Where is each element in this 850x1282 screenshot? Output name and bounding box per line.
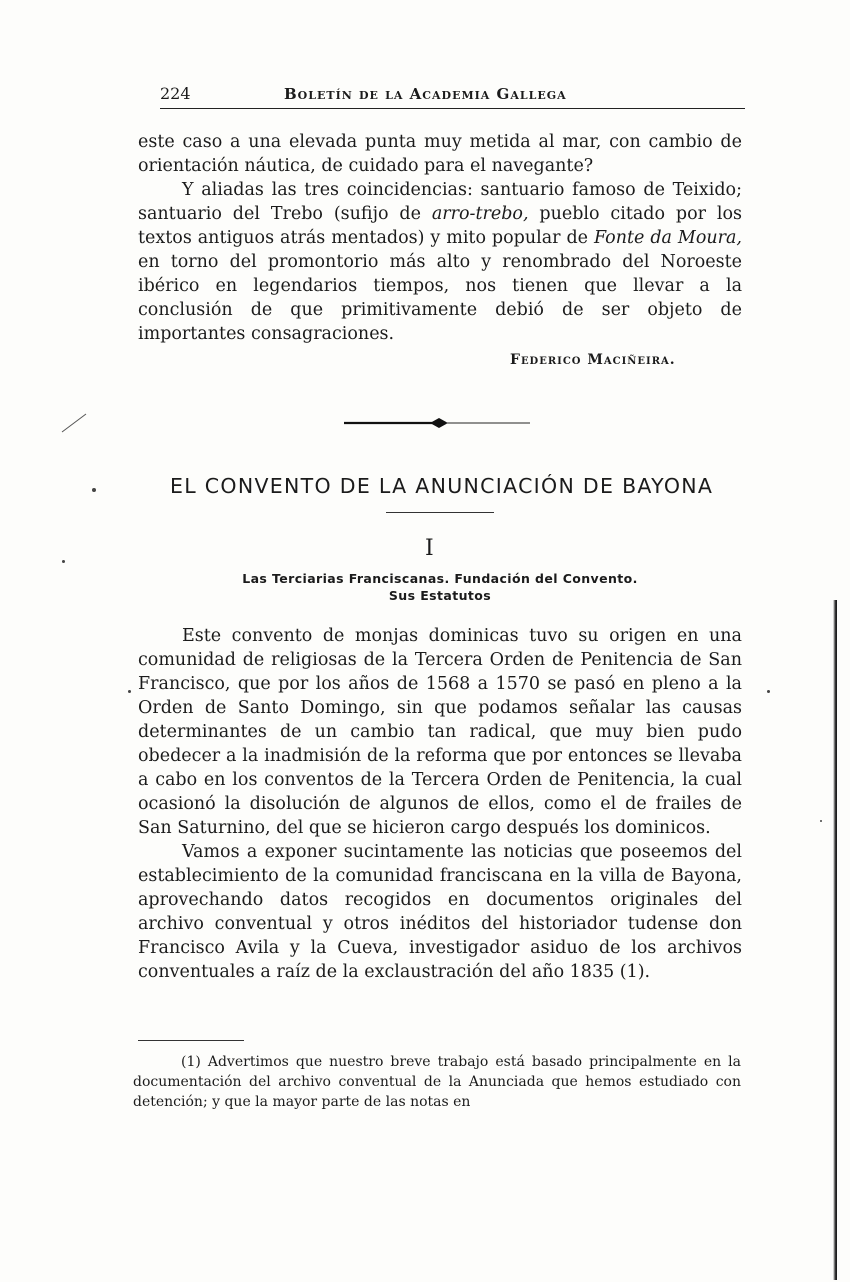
footnote-text: (1) Advertimos que nuestro breve trabajo está basado principalmente en la documentación del archivo conventual de la Anunciada que hemos estudiado con detención; y que la mayor parte de las notas en (133, 1054, 741, 1110)
subheading-line-1: Las Terciarias Franciscanas. Fundación del Convento. (242, 571, 638, 586)
article-paragraph-2: Vamos a exponer sucintamente las noticias que poseemos del establecimiento de la comunidad franciscana en la villa de Bayona, aprovechando datos recogidos en documentos originales del archivo conventual y otros inéditos del historiador tudense don Francisco Avila y la Cueva, investigador asiduo de los archivos conventuales a raíz de la exclaustración del año 1835 (1). (138, 842, 742, 982)
previous-paragraph-2-italic-2: Fonte da Moura, (594, 228, 742, 248)
running-header (160, 82, 745, 109)
article-body (138, 624, 742, 984)
running-title: Boletín de la Academia Gallega (284, 85, 567, 103)
footnote-rule (138, 1040, 244, 1041)
section-number: I (425, 536, 434, 561)
article-title: EL CONVENTO DE LA ANUNCIACIÓN DE BAYONA (170, 474, 714, 498)
previous-paragraph-1: este caso a una elevada punta muy metida al mar, con cambio de orientación náutica, de cuidado para el navegante? (138, 132, 742, 176)
previous-article-text (138, 130, 742, 346)
scan-speck (62, 560, 65, 563)
previous-paragraph-2-part-2: pueblo citado por los textos antiguos atrás mentados) y mito popular de (138, 204, 742, 248)
title-rule (386, 512, 494, 513)
scan-mark (60, 410, 90, 434)
page-number: 224 (160, 84, 191, 103)
previous-paragraph-2 (138, 178, 742, 346)
scan-speck (92, 488, 96, 492)
previous-paragraph-2-part-3: en torno del promontorio más alto y renombrado del Noroeste ibérico en legendarios tiempos, nos tienen que llevar a la conclusión de que primitivamente debió de ser objeto de importantes consagraciones. (138, 252, 742, 344)
section-divider-ornament (344, 415, 534, 431)
section-subheading (150, 570, 730, 604)
author-signature: Federico Maciñeira. (510, 352, 676, 368)
previous-paragraph-2-italic-1: arro-trebo, (431, 204, 529, 224)
previous-paragraph-2-part-1: Y aliadas las tres coincidencias: santuario famoso de Teixido; santuario del Trebo (sufijo de (138, 180, 742, 224)
article-paragraph-1: Este convento de monjas dominicas tuvo su origen en una comunidad de religiosas de la Tercera Orden de Penitencia de San Francisco, que por los años de 1568 a 1570 se pasó en pleno a la Orden de Santo Domingo, sin que podamos señalar las causas determinantes de un cambio tan radical, que muy bien pudo obedecer a la inadmisión de la reforma que por entonces se llevaba a cabo en los conventos de la Tercera Orden de Penitencia, la cual ocasionó la disolución de algunos de ellos, como el de frailes de San Saturnino, del que se hicieron cargo después los dominicos. (138, 626, 742, 838)
scan-speck (128, 690, 131, 693)
scan-speck (767, 690, 770, 693)
footnote (133, 1052, 741, 1112)
scan-speck (820, 820, 822, 822)
page-binding-edge (833, 600, 837, 1280)
subheading-line-2: Sus Estatutos (388, 588, 492, 603)
